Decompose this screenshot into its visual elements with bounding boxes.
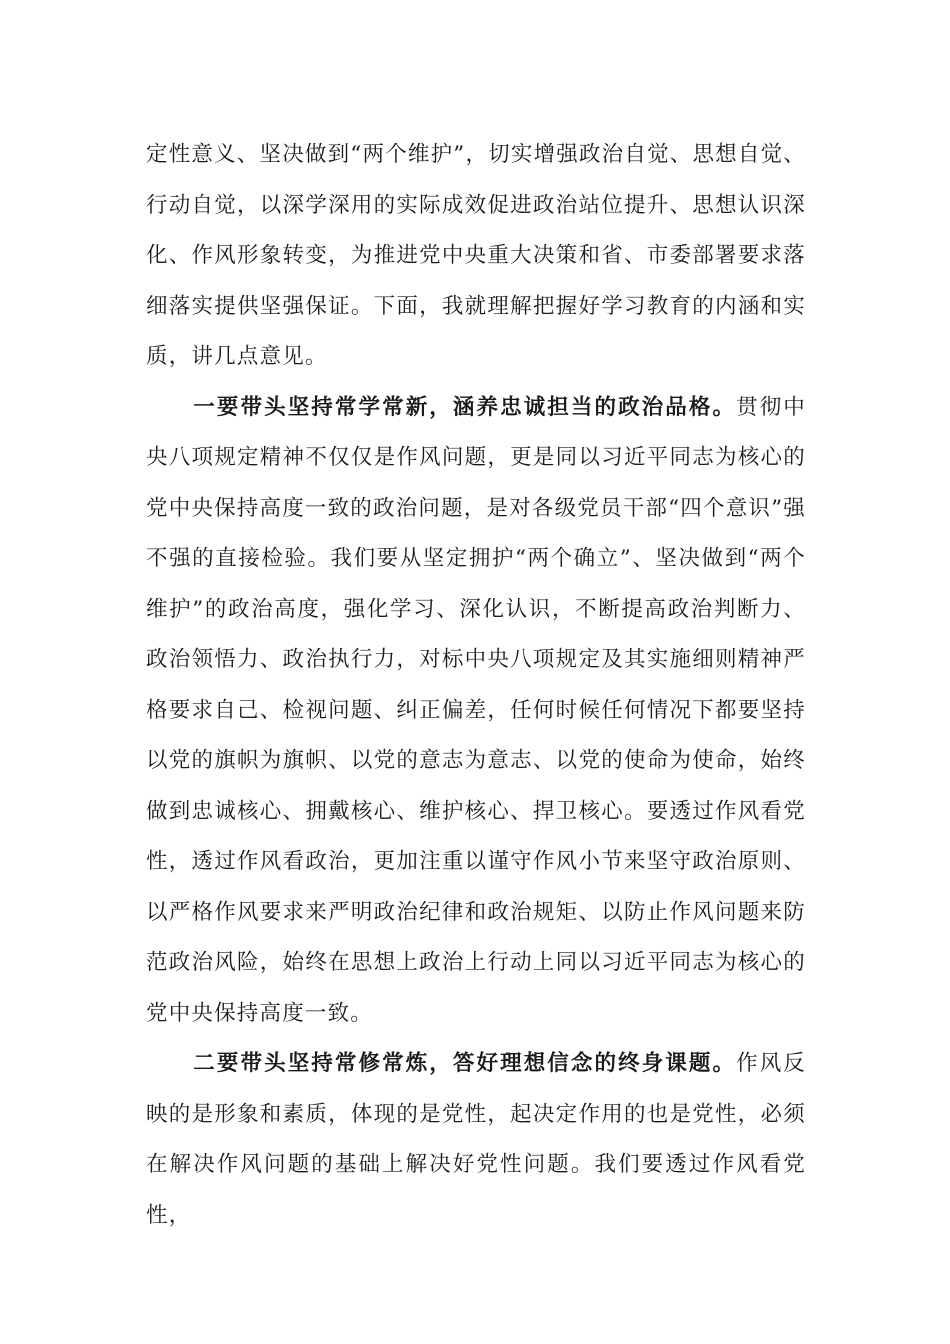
paragraph-2-text: 贯彻中央八项规定精神不仅仅是作风问题，更是同以习近平同志为核心的党中央保持高度一致的政治问题，是对各级党员干部“四个意识”强不强的直接检验。我们要从坚定拥护“两个确立”、坚决做到“两个维护”的政治高度，强化学习、深化认识，不断提高政治判断力、政治领悟力、政治执行力，对标中央八项规定及其实施细则精神严格要求自己、检视问题、纠正偏差，任何时候任何情况下都要坚持以党的旗帜为旗帜、以党的意志为意志、以党的使命为使命，始终做到忠诚核心、拥戴核心、维护核心、捍卫核心。要透过作风看党性，透过作风看政治，更加注重以谨守作风小节来坚守政治原则、以严格作风要求来严明政治纪律和政治规矩、以防止作风问题来防范政治风险，始终在思想上政治上行动上同以习近平同志为核心的党中央保持高度一致。 <box>146 394 806 1026</box>
document-body <box>146 130 806 1241</box>
paragraph-3-text: 作风反映的是形象和素质，体现的是党性，起决定作用的也是党性，必须在解决作风问题的基础上解决好党性问题。我们要透过作风看党性， <box>146 1051 806 1228</box>
paragraph-2-heading: 一要带头坚持常学常新，涵养忠诚担当的政治品格。 <box>193 394 737 420</box>
paragraph-point-1 <box>146 383 806 1040</box>
paragraph-3-heading: 二要带头坚持常修常炼，答好理想信念的终身课题。 <box>193 1051 737 1076</box>
paragraph-continuation <box>146 130 806 383</box>
paragraph-point-2 <box>146 1039 806 1241</box>
paragraph-1-text: 定性意义、坚决做到“两个维护”，切实增强政治自觉、思想自觉、行动自觉，以深学深用的实际成效促进政治站位提升、思想认识深化、作风形象转变，为推进党中央重大决策和省、市委部署要求落细落实提供坚强保证。下面，我就理解把握好学习教育的内涵和实质，讲几点意见。 <box>146 142 806 369</box>
